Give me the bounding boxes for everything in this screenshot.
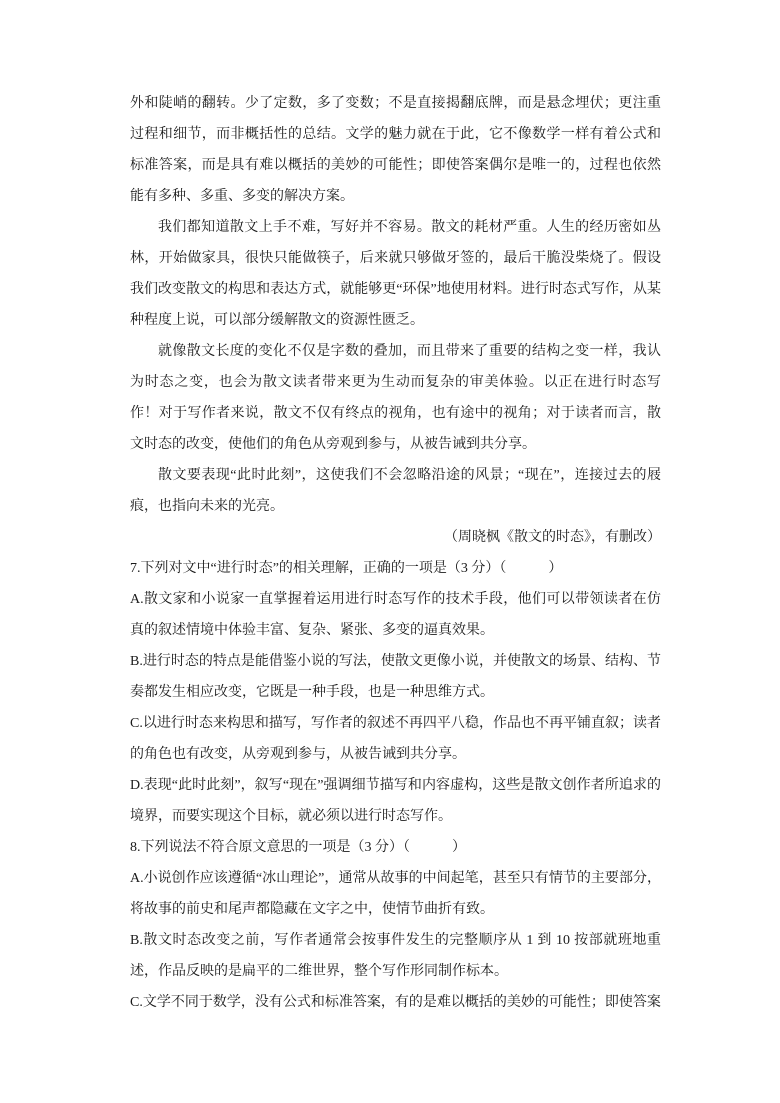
question-8-stem: 8.下列说法不符合原文意思的一项是（3 分）（ ） [130,840,466,855]
text-block [130,88,661,1018]
question-7-stem: 7.下列对文中“进行时态”的相关理解，正确的一项是（3 分）（ ） [130,561,563,576]
body-paragraph-continuation: 外和陡峭的翻转。少了定数，多了变数；不是直接揭翻底牌，而是悬念埋伏；更注重过程和细节，而非概括性的总结。文学的魅力就在于此，它不像数学一样有着公式和标准答案，而是具有难以概括的美妙的可能性；即使答案偶尔是唯一的，过程也依然能有多种、多重、多变的解决方案。 [130,96,661,204]
body-paragraph-4: 散文要表现“此时此刻”，这使我们不会忽略沿途的风景；“现在”，连接过去的屐痕，也指向未来的光亮。 [130,468,661,514]
body-paragraph-3: 就像散文长度的变化不仅是字数的叠加，而且带来了重要的结构之变一样，我认为时态之变，也会为散文读者带来更为生动而复杂的审美体验。以正在进行时态写作！对于写作者来说，散文不仅有终点的视角，也有途中的视角；对于读者而言，散文时态的改变，使他们的角色从旁观到参与，从被告诫到共分享。 [130,344,661,452]
question-8-option-b: B.散文时态改变之前，写作者通常会按事件发生的完整顺序从 1 到 10 按部就班地重述，作品反映的是扁平的二维世界，整个写作形同制作标本。 [130,933,661,979]
question-8-option-a: A.小说创作应该遵循“冰山理论”，通常从故事的中间起笔，甚至只有情节的主要部分，将故事的前史和尾声都隐藏在文字之中，使情节曲折有致。 [130,871,661,917]
question-7-option-d: D.表现“此时此刻”，叙写“现在”强调细节描写和内容虚构，这些是散文创作者所追求的境界，而要实现这个目标，就必须以进行时态写作。 [130,778,661,824]
question-7-option-c: C.以进行时态来构思和描写，写作者的叙述不再四平八稳，作品也不再平铺直叙；读者的角色也有改变，从旁观到参与，从被告诫到共分享。 [130,716,661,762]
source-attribution: （周晓枫《散文的时态》，有删改） [444,530,661,545]
question-8-option-c-partial: C.文学不同于数学，没有公式和标准答案，有的是难以概括的美妙的可能性；即使答案 [130,995,661,1010]
question-7-option-b: B.进行时态的特点是能借鉴小说的写法，使散文更像小说，并使散文的场景、结构、节奏都发生相应改变，它既是一种手段，也是一种思维方式。 [130,654,661,700]
question-7-option-a: A.散文家和小说家一直掌握着运用进行时态写作的技术手段，他们可以带领读者在仿真的叙述情境中体验丰富、复杂、紧张、多变的逼真效果。 [130,592,661,638]
body-paragraph-2: 我们都知道散文上手不难，写好并不容易。散文的耗材严重。人生的经历密如丛林，开始做家具，很快只能做筷子，后来就只够做牙签的，最后干脆没柴烧了。假设我们改变散文的构思和表达方式，就能够更“环保”地使用材料。进行时态式写作，从某种程度上说，可以部分缓解散文的资源性匮乏。 [130,220,661,328]
